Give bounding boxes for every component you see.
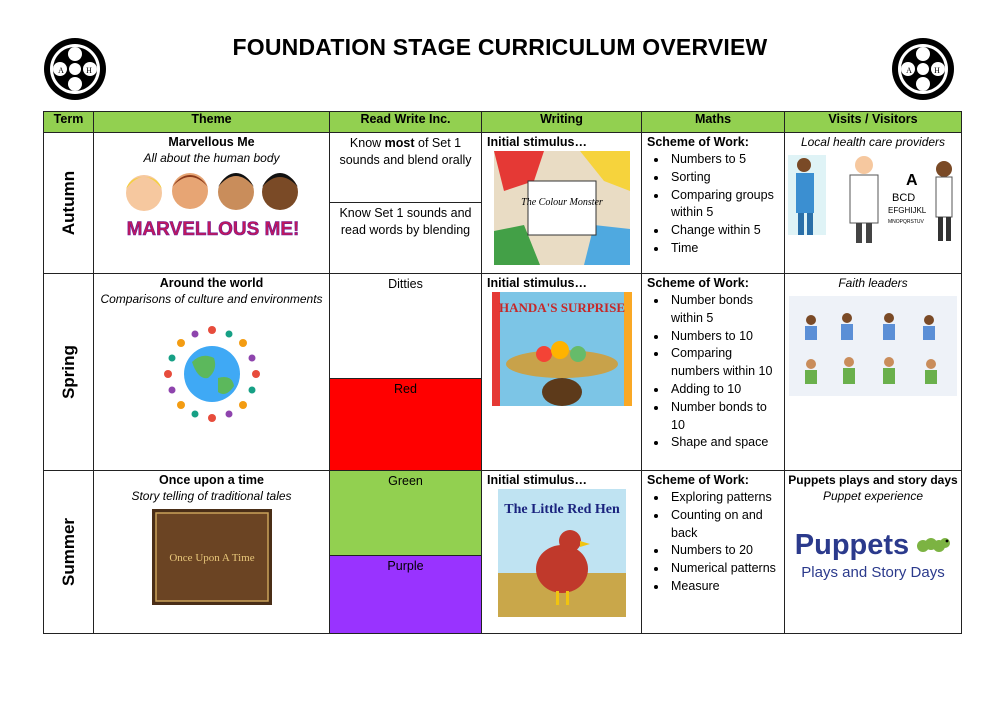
maths-item: • Comparing numbers within 10 <box>668 345 784 381</box>
page-title: FOUNDATION STAGE CURRICULUM OVERVIEW <box>232 34 768 60</box>
eye-chart-line: MNOPQRSTUV <box>888 219 924 225</box>
visits-cell <box>785 471 962 634</box>
theme-title: Once upon a time <box>159 473 264 487</box>
book-title: Once Upon A Time <box>168 552 255 564</box>
writing-cell <box>482 274 642 471</box>
maths-item: • Numbers to 5 <box>668 151 784 169</box>
svg-text:H: H <box>934 66 940 75</box>
summer-row <box>44 471 962 634</box>
maths-item: • Adding to 10 <box>668 381 784 399</box>
curriculum-table <box>43 111 962 634</box>
writing-cell <box>482 471 642 634</box>
rwi-box-1: Ditties <box>330 274 481 379</box>
writing-stimulus: Initial stimulus… <box>487 473 588 487</box>
caterpillar-icon <box>917 534 951 554</box>
maths-cell <box>642 274 785 471</box>
maths-item: • Shape and space <box>668 434 784 452</box>
eye-chart-line: A <box>906 172 918 189</box>
theme-title: Around the world <box>159 276 264 290</box>
colour-monster-book-cover <box>494 151 630 265</box>
header-term: Term <box>44 112 94 133</box>
theme-subtitle: Comparisons of culture and environments <box>100 292 323 306</box>
header-visits: Visits / Visitors <box>785 112 962 133</box>
header-rwi: Read Write Inc. <box>330 112 482 133</box>
maths-item: • Change within 5 <box>668 222 784 240</box>
once-upon-a-time-book <box>152 509 272 605</box>
header-maths: Maths <box>642 112 785 133</box>
theme-subtitle: All about the human body <box>143 151 280 165</box>
book-title: The Colour Monster <box>520 197 603 208</box>
theme-cell <box>94 133 330 274</box>
rwi-cell <box>330 274 482 471</box>
visits-text: Puppet experience <box>822 489 924 503</box>
puppets-logo-subtitle: Plays and Story Days <box>801 564 945 581</box>
maths-item: • Time <box>668 240 784 258</box>
spring-row <box>44 274 962 471</box>
rwi-cell <box>330 133 482 274</box>
maths-item: • Sorting <box>668 169 784 187</box>
maths-item: • Counting on and back <box>668 507 784 543</box>
header-theme: Theme <box>94 112 330 133</box>
header-writing: Writing <box>482 112 642 133</box>
maths-heading: Scheme of Work: <box>647 473 749 487</box>
maths-item: • Number bonds within 5 <box>668 292 784 328</box>
writing-stimulus: Initial stimulus… <box>487 135 588 149</box>
theme-cell <box>94 471 330 634</box>
term-cell <box>44 133 94 274</box>
faith-leaders-illustration <box>789 296 957 396</box>
rwi-box-2: Red <box>330 379 481 470</box>
eye-chart-line: BCD <box>892 192 916 204</box>
maths-item: • Numbers to 20 <box>668 542 784 560</box>
rwi-box-2: Know Set 1 sounds and read words by blending <box>339 206 472 237</box>
visits-text: Local health care providers <box>800 135 946 149</box>
maths-cell <box>642 133 785 274</box>
maths-item: • Number bonds to 10 <box>668 399 784 435</box>
globe-with-children-illustration <box>162 322 262 426</box>
rwi-cell <box>330 471 482 634</box>
maths-item: • Measure <box>668 578 784 596</box>
rwi-box-1: Green <box>330 471 481 556</box>
maths-list <box>642 489 784 596</box>
term-label: Autumn <box>58 170 78 236</box>
svg-text:A: A <box>906 66 912 75</box>
book-title: The Little Red Hen <box>503 502 620 517</box>
writing-cell <box>482 133 642 274</box>
maths-heading: Scheme of Work: <box>647 276 749 290</box>
theme-title: Marvellous Me <box>168 135 255 149</box>
handas-surprise-book-cover <box>492 292 632 406</box>
svg-text:H: H <box>86 66 92 75</box>
visits-heading: Puppets plays and story days <box>788 473 958 487</box>
header-row <box>44 112 962 133</box>
rwi-box-2: Purple <box>330 556 481 633</box>
term-cell <box>44 274 94 471</box>
maths-list <box>642 151 784 258</box>
puppets-logo-title: Puppets <box>785 529 961 562</box>
svg-text:A: A <box>58 66 64 75</box>
rwi-box-1: Know most of Set 1 sounds and blend orally <box>330 133 481 203</box>
maths-item: • Comparing groups within 5 <box>668 187 784 223</box>
autumn-row <box>44 133 962 274</box>
term-label: Summer <box>58 517 78 587</box>
health-care-providers-illustration <box>788 149 958 245</box>
term-label: Spring <box>58 345 78 399</box>
maths-cell <box>642 471 785 634</box>
maths-item: • Exploring patterns <box>668 489 784 507</box>
visits-text: Faith leaders <box>838 276 908 290</box>
visits-cell <box>785 133 962 274</box>
maths-list <box>642 292 784 452</box>
marvellous-me-children-illustration <box>114 165 310 245</box>
eye-chart-line: EFGHIJKL <box>888 206 927 215</box>
maths-item: • Numbers to 10 <box>668 328 784 346</box>
little-red-hen-book-cover <box>498 489 626 617</box>
maths-item: • Numerical patterns <box>668 560 784 578</box>
theme-subtitle: Story telling of traditional tales <box>131 489 292 503</box>
book-title: HANDA'S SURPRISE <box>498 300 625 315</box>
writing-stimulus: Initial stimulus… <box>487 276 588 290</box>
visits-cell <box>785 274 962 471</box>
term-cell <box>44 471 94 634</box>
banner-text: MARVELLOUS ME! <box>126 219 299 240</box>
theme-cell <box>94 274 330 471</box>
maths-heading: Scheme of Work: <box>647 135 749 149</box>
